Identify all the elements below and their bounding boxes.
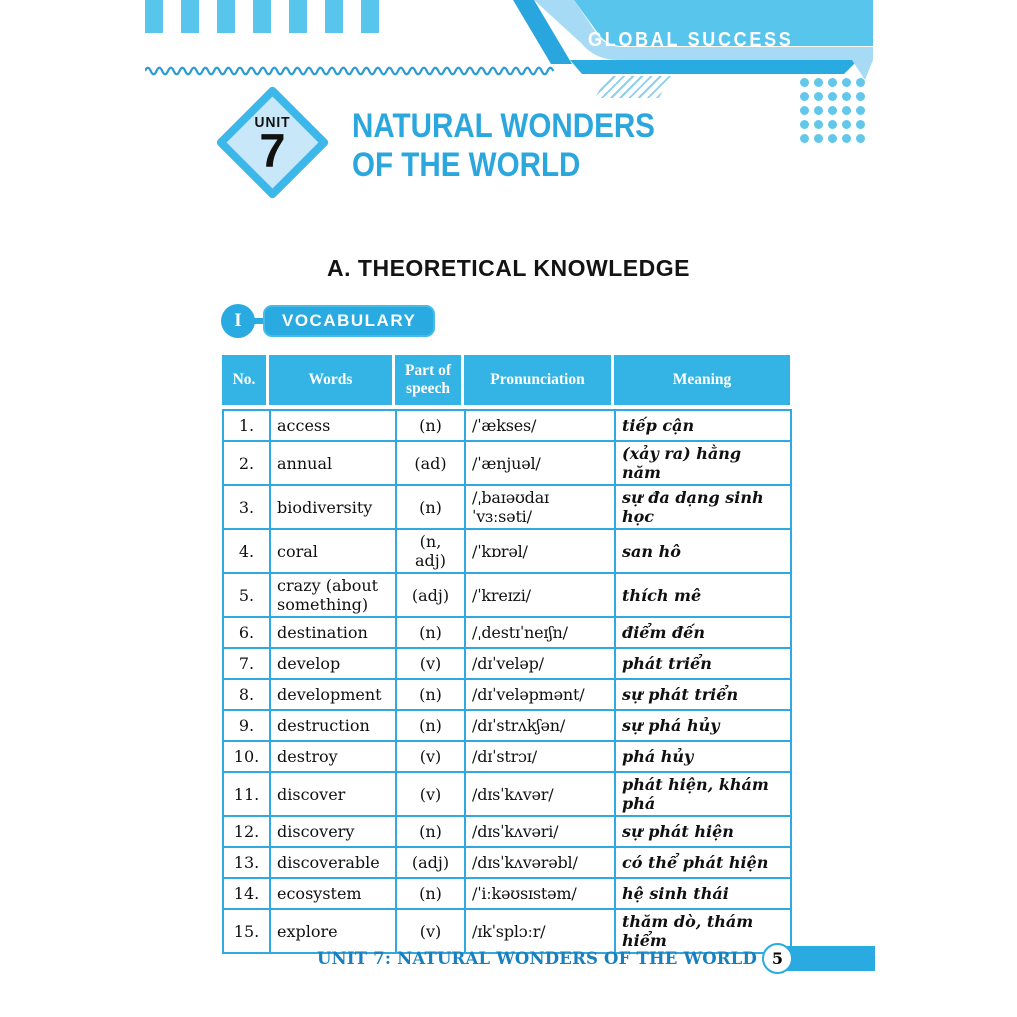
cell-meaning: (xảy ra) hằng năm xyxy=(615,441,791,485)
cell-no: 13. xyxy=(223,847,270,878)
cell-meaning: có thể phát hiện xyxy=(615,847,791,878)
stripe-bar xyxy=(181,0,199,33)
column-header: No. xyxy=(222,355,269,405)
dot xyxy=(814,106,823,115)
cell-pos: (ad) xyxy=(396,441,465,485)
dot xyxy=(842,120,851,129)
cell-word: crazy (about something) xyxy=(270,573,396,617)
dot xyxy=(828,134,837,143)
hatch-pattern xyxy=(595,76,671,98)
cell-meaning: sự phát triển xyxy=(615,679,791,710)
cell-meaning: hệ sinh thái xyxy=(615,878,791,909)
cell-meaning: tiếp cận xyxy=(615,410,791,441)
column-header: Words xyxy=(269,355,395,405)
dot xyxy=(814,120,823,129)
stripe-bar xyxy=(289,0,307,33)
table-row xyxy=(223,485,791,529)
table-row xyxy=(223,573,791,617)
stripe-bar xyxy=(325,0,343,33)
cell-pos: (n) xyxy=(396,816,465,847)
dot xyxy=(842,92,851,101)
cell-meaning: phát hiện, khám phá xyxy=(615,772,791,816)
table-row xyxy=(223,816,791,847)
vocab-table-body xyxy=(223,410,791,953)
dot xyxy=(828,78,837,87)
section-heading: A. THEORETICAL KNOWLEDGE xyxy=(327,255,690,281)
cell-pron: /dɪsˈkʌvəri/ xyxy=(465,816,615,847)
dot xyxy=(856,78,865,87)
vocab-table xyxy=(222,355,790,954)
cell-pron: /ɪkˈsplɔːr/ xyxy=(465,909,615,953)
cell-pron: /ˈænjuəl/ xyxy=(465,441,615,485)
vocabulary-numeral-badge: I xyxy=(221,304,255,338)
dot xyxy=(856,134,865,143)
cell-no: 2. xyxy=(223,441,270,485)
wavy-divider xyxy=(145,63,557,79)
dot-grid xyxy=(800,78,865,143)
cell-meaning: thích mê xyxy=(615,573,791,617)
dot xyxy=(814,134,823,143)
cell-no: 1. xyxy=(223,410,270,441)
cell-pos: (n) xyxy=(396,710,465,741)
cell-word: discover xyxy=(270,772,396,816)
table-row xyxy=(223,741,791,772)
table-row xyxy=(223,410,791,441)
cell-meaning: phát triển xyxy=(615,648,791,679)
cell-word: destruction xyxy=(270,710,396,741)
cell-pos: (n) xyxy=(396,485,465,529)
cell-pron: /ˈiːkəʊsɪstəm/ xyxy=(465,878,615,909)
vocab-table-body-table xyxy=(222,409,792,954)
dot xyxy=(828,120,837,129)
vocab-table-header xyxy=(222,355,790,405)
dot xyxy=(842,78,851,87)
unit-badge-content xyxy=(240,110,305,178)
dot xyxy=(800,78,809,87)
cell-pron: /ˈækses/ xyxy=(465,410,615,441)
unit-number: 7 xyxy=(259,124,286,178)
column-header: Part of speech xyxy=(395,355,464,405)
stripe-bar xyxy=(361,0,379,33)
cell-no: 14. xyxy=(223,878,270,909)
cell-no: 12. xyxy=(223,816,270,847)
cell-pos: (v) xyxy=(396,648,465,679)
cell-pron: /dɪˈstrɔɪ/ xyxy=(465,741,615,772)
cell-no: 10. xyxy=(223,741,270,772)
table-row xyxy=(223,441,791,485)
cell-word: ecosystem xyxy=(270,878,396,909)
unit-badge-diamond xyxy=(215,85,330,200)
banner-fold-tail xyxy=(852,60,873,80)
dot xyxy=(800,92,809,101)
cell-meaning: san hô xyxy=(615,529,791,573)
footer-title: UNIT 7: NATURAL WONDERS OF THE WORLD xyxy=(316,949,757,968)
table-row xyxy=(223,878,791,909)
cell-meaning: sự phá hủy xyxy=(615,710,791,741)
cell-word: destination xyxy=(270,617,396,648)
column-header: Meaning xyxy=(614,355,790,405)
cell-no: 11. xyxy=(223,772,270,816)
cell-no: 3. xyxy=(223,485,270,529)
cell-pos: (n) xyxy=(396,878,465,909)
table-row xyxy=(223,529,791,573)
dot xyxy=(856,92,865,101)
table-row xyxy=(223,648,791,679)
cell-word: development xyxy=(270,679,396,710)
cell-pos: (n) xyxy=(396,617,465,648)
cell-pron: /dɪsˈkʌvər/ xyxy=(465,772,615,816)
cell-no: 6. xyxy=(223,617,270,648)
wave-path xyxy=(145,68,553,75)
banner-bottom-band xyxy=(570,60,858,74)
dot xyxy=(800,106,809,115)
cell-meaning: phá hủy xyxy=(615,741,791,772)
cell-meaning: điểm đến xyxy=(615,617,791,648)
vocabulary-pill: VOCABULARY xyxy=(263,305,435,337)
cell-pron: /dɪˈstrʌkʃən/ xyxy=(465,710,615,741)
cell-pron: /dɪˈveləpmənt/ xyxy=(465,679,615,710)
cell-no: 4. xyxy=(223,529,270,573)
column-header: Pronunciation xyxy=(464,355,614,405)
unit-title xyxy=(352,107,655,185)
cell-no: 8. xyxy=(223,679,270,710)
cell-meaning: sự đa dạng sinh học xyxy=(615,485,791,529)
unit-title-line1: NATURAL WONDERS xyxy=(352,107,655,145)
stripe-bar xyxy=(253,0,271,33)
page-number-badge: 5 xyxy=(762,943,793,974)
cell-pron: /dɪˈveləp/ xyxy=(465,648,615,679)
cell-word: coral xyxy=(270,529,396,573)
unit-label: UNIT xyxy=(254,114,291,132)
cell-pos: (v) xyxy=(396,909,465,953)
cell-word: access xyxy=(270,410,396,441)
cell-word: discoverable xyxy=(270,847,396,878)
cell-pos: (adj) xyxy=(396,847,465,878)
cell-word: explore xyxy=(270,909,396,953)
dot xyxy=(856,106,865,115)
cell-pron: /ˌdestɪˈneɪʃn/ xyxy=(465,617,615,648)
dot xyxy=(828,106,837,115)
dot xyxy=(828,92,837,101)
dot xyxy=(856,120,865,129)
table-row xyxy=(223,617,791,648)
cell-pos: (n) xyxy=(396,679,465,710)
cell-pos: (adj) xyxy=(396,573,465,617)
stripe-bar xyxy=(145,0,163,33)
cell-pron: /ˌbaɪəʊdaɪˈvɜːsəti/ xyxy=(465,485,615,529)
cell-word: discovery xyxy=(270,816,396,847)
cell-no: 15. xyxy=(223,909,270,953)
table-row xyxy=(223,772,791,816)
dot xyxy=(842,106,851,115)
table-row xyxy=(223,679,791,710)
header-stripes xyxy=(145,0,379,33)
cell-pron: /ˈkreɪzi/ xyxy=(465,573,615,617)
cell-no: 9. xyxy=(223,710,270,741)
dot xyxy=(814,78,823,87)
cell-meaning: sự phát hiện xyxy=(615,816,791,847)
brand-label: GLOBAL SUCCESS xyxy=(588,29,794,51)
cell-meaning: thăm dò, thám hiểm xyxy=(615,909,791,953)
stripe-bar xyxy=(217,0,235,33)
dot xyxy=(842,134,851,143)
table-row xyxy=(223,847,791,878)
cell-no: 5. xyxy=(223,573,270,617)
dot xyxy=(800,134,809,143)
cell-no: 7. xyxy=(223,648,270,679)
cell-word: destroy xyxy=(270,741,396,772)
cell-pos: (v) xyxy=(396,772,465,816)
unit-title-line2: OF THE WORLD xyxy=(352,146,581,184)
cell-word: annual xyxy=(270,441,396,485)
cell-word: develop xyxy=(270,648,396,679)
cell-pron: /ˈkɒrəl/ xyxy=(465,529,615,573)
cell-pos: (n, adj) xyxy=(396,529,465,573)
cell-pron: /dɪsˈkʌvərəbl/ xyxy=(465,847,615,878)
dot xyxy=(814,92,823,101)
table-row xyxy=(223,710,791,741)
cell-pos: (n) xyxy=(396,410,465,441)
dot xyxy=(800,120,809,129)
cell-word: biodiversity xyxy=(270,485,396,529)
cell-pos: (v) xyxy=(396,741,465,772)
